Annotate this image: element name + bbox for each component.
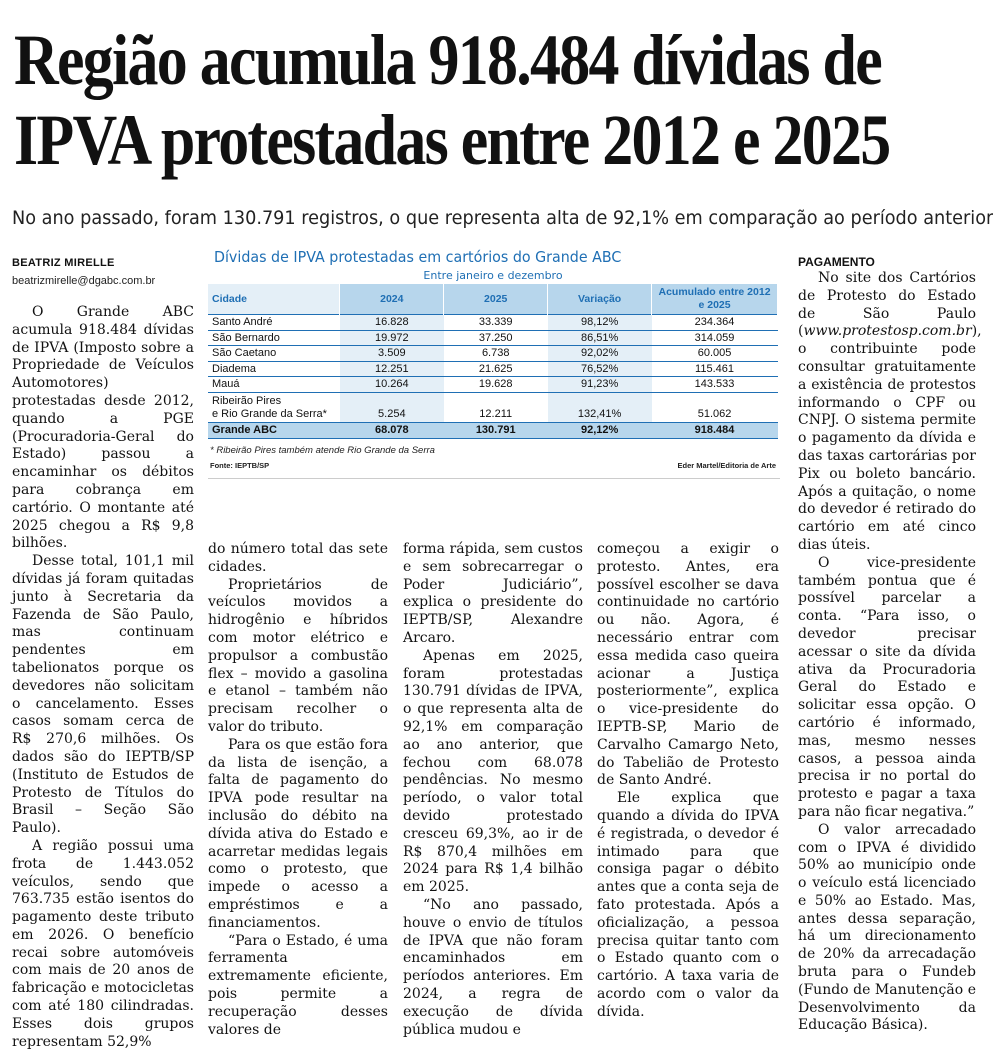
total-variation: 92,12% xyxy=(548,422,652,438)
paragraph-continued: começou a exigir o protesto. Antes, era possível escolher se dava continuidade no cartório ou não. Agora, é necessário entrar com essa medida caso queira acionar a Justiça posteriormente”, explica o vice-presidente do IEPTB-SP, Mario de Carvalho Camargo Neto, do Tabelião de Protesto de Santo André. xyxy=(597,541,779,789)
cell-city: São Caetano xyxy=(208,346,340,362)
ipva-table xyxy=(208,284,778,439)
cell-2024: 12.251 xyxy=(340,361,444,377)
cell-city-line-2: e Rio Grande da Serra* xyxy=(212,407,327,420)
ipva-table-box xyxy=(208,248,780,474)
paragraph-text: ), o contribuinte pode consultar gratuitamente a existência de protestos informando o CPF ou CNPJ. O sistema permite o pagamento da dívida e das taxas cartorárias por Pix ou boleto bancário. Após a quitação, o nome do devedor é retirado do cartório em até cinco dias úteis. xyxy=(798,323,982,553)
total-city: Grande ABC xyxy=(208,422,340,438)
header-accumulated: Acumulado entre 2012 e 2025 xyxy=(652,284,778,315)
table-row xyxy=(208,361,778,377)
cell-city-line-1: Ribeirão Pires xyxy=(212,394,282,407)
cell-accumulated: 234.364 xyxy=(652,315,778,331)
article-column-4 xyxy=(597,541,779,1022)
cell-variation: 98,12% xyxy=(548,315,652,331)
headline-line-1: Região acumula 918.484 dívidas de xyxy=(14,20,881,100)
cell-2024: 16.828 xyxy=(340,315,444,331)
cell-variation: 91,23% xyxy=(548,377,652,393)
article-column-3 xyxy=(403,541,583,1039)
cell-variation: 76,52% xyxy=(548,361,652,377)
paragraph: Ele explica que quando a dívida do IPVA é registrada, o devedor é intimado para que consiga pagar o débito antes que a conta seja de fato protestada. Após a oficialização, a pessoa precisa quitar tanto com o Estado quanto com o cartório. A taxa varia de acordo com o valor da dívida. xyxy=(597,790,779,1020)
paragraph: Proprietários de veículos movidos a hidrogênio e híbridos com motor elétrico e propulsor a combustão flex – movido a gasolina e etanol – também não precisam recolher o valor do tributo. xyxy=(208,576,388,735)
paragraph: Apenas em 2025, foram protestadas 130.791 dívidas de IPVA, o que representa alta de 92,1% em comparação ao ano anterior, que fechou com 68.078 pendências. No mesmo período, o valor total devido protestado cresceu 69,3%, ao ir de R$ 870,4 milhões em 2024 para R$ 1,4 bilhão em 2025. xyxy=(403,647,583,896)
table-subtitle: Entre janeiro e dezembro xyxy=(423,269,563,282)
cell-city: São Bernardo xyxy=(208,330,340,346)
table-row xyxy=(208,392,778,422)
subtitle: No ano passado, foram 130.791 registros, o que representa alta de 92,1% em comparação ao período anterior xyxy=(12,207,993,229)
table-row xyxy=(208,377,778,393)
paragraph xyxy=(798,270,982,555)
paragraph: “No ano passado, houve o envio de títulos de IPVA que não foram encaminhados em períodos anteriores. Em 2024, a regra de execução de dívida pública mudou e xyxy=(403,896,583,1038)
table-title: Dívidas de IPVA protestadas em cartórios do Grande ABC xyxy=(214,248,622,266)
section-heading-pagamento: PAGAMENTO xyxy=(798,255,875,269)
cell-accumulated: 115.461 xyxy=(652,361,778,377)
header-2025: 2025 xyxy=(444,284,548,315)
header-variation: Variação xyxy=(548,284,652,315)
paragraph: Para os que estão fora da lista de isenção, a falta de pagamento do IPVA pode resultar na inclusão do débito na dívida ativa do Estado e acarretar medidas legais como o protesto, que impede o acesso a empréstimos e a financiamentos. xyxy=(208,736,388,931)
table-row xyxy=(208,346,778,362)
cell-variation: 132,41% xyxy=(548,392,652,422)
cell-city xyxy=(208,392,340,422)
cell-2025: 19.628 xyxy=(444,377,548,393)
paragraph: Desse total, 101,1 mil dívidas já foram quitadas junto à Secretaria da Fazenda de São Paulo, mas continuam pendentes em tabelionatos porque os devedores não solicitam o cancelamento. Esses casos somam cerca de R$ 270,6 milhões. Os dados são do IEPTB/SP (Instituto de Estudos de Protesto de Títulos do Brasil – Seção São Paulo). xyxy=(12,553,194,837)
cell-accumulated: 60.005 xyxy=(652,346,778,362)
table-footnote: * Ribeirão Pires também atende Rio Grande da Serra xyxy=(210,445,435,456)
cell-2025: 33.339 xyxy=(444,315,548,331)
cell-2024: 5.254 xyxy=(340,392,444,422)
table-row xyxy=(208,330,778,346)
article-column-5 xyxy=(798,270,982,1035)
paragraph: “Para o Estado, é uma ferramenta extremamente eficiente, pois permite a recuperação desses valores de xyxy=(208,932,388,1038)
cell-2025: 37.250 xyxy=(444,330,548,346)
header-city: Cidade xyxy=(208,284,340,315)
paragraph: O valor arrecadado com o IPVA é dividido 50% ao município onde o veículo está licenciado e 50% ao Estado. Mas, antes dessa separação, há um direcionamento de 20% da arrecadação bruta para o Fundeb (Fundo de Manutenção e Desenvolvimento da Educação Básica). xyxy=(798,821,976,1034)
cell-2024: 19.972 xyxy=(340,330,444,346)
paragraph: A região possui uma frota de 1.443.052 veículos, sendo que 763.735 estão isentos do pagamento deste tributo em 2026. O benefício recai sobre automóveis com mais de 20 anos de fabricação e motocicletas com até 180 cilindradas. Esses dois grupos representam 52,9% xyxy=(12,837,194,1050)
table-divider xyxy=(208,478,780,479)
paragraph: O vice-presidente também pontua que é possível parcelar a conta. “Para isso, o devedor precisar acessar o site da dívida ativa da Procuradoria Geral do Estado e solicitar essa opção. O cartório é informado, mas, mesmo nesses casos, a pessoa ainda precisa ir no portal do protesto e pagar a taxa para não ficar negativa.” xyxy=(798,554,976,820)
total-accumulated: 918.484 xyxy=(652,422,778,438)
cell-accumulated: 51.062 xyxy=(652,392,778,422)
cell-2025: 6.738 xyxy=(444,346,548,362)
article-column-1 xyxy=(12,304,194,1051)
table-row xyxy=(208,315,778,331)
headline xyxy=(14,20,890,180)
total-2024: 68.078 xyxy=(340,422,444,438)
cell-city: Mauá xyxy=(208,377,340,393)
table-source: Fonte: IEPTB/SP xyxy=(210,461,270,470)
header-2024: 2024 xyxy=(340,284,444,315)
table-total-row xyxy=(208,422,778,438)
author-name: BEATRIZ MIRELLE xyxy=(12,257,115,269)
headline-line-2: IPVA protestadas entre 2012 e 2025 xyxy=(14,100,890,180)
cell-accumulated: 143.533 xyxy=(652,377,778,393)
protesto-site-link[interactable]: www.protestosp.com.br xyxy=(803,323,972,340)
cell-2025: 12.211 xyxy=(444,392,548,422)
total-2025: 130.791 xyxy=(444,422,548,438)
cell-2024: 10.264 xyxy=(340,377,444,393)
paragraph-continued: do número total das sete cidades. xyxy=(208,541,388,575)
cell-accumulated: 314.059 xyxy=(652,330,778,346)
table-header-row xyxy=(208,284,778,315)
article-column-2 xyxy=(208,541,388,1039)
author-email[interactable]: beatrizmirelle@dgabc.com.br xyxy=(12,275,156,287)
cell-2025: 21.625 xyxy=(444,361,548,377)
paragraph-continued: forma rápida, sem custos e sem sobrecarregar o Poder Judiciário”, explica o presidente do IEPTB/SP, Alexandre Arcaro. xyxy=(403,541,583,646)
cell-city: Santo André xyxy=(208,315,340,331)
cell-variation: 86,51% xyxy=(548,330,652,346)
cell-2024: 3.509 xyxy=(340,346,444,362)
cell-variation: 92,02% xyxy=(548,346,652,362)
paragraph-text: No site dos Cartórios de Protesto do Estado de São Paulo ( xyxy=(798,270,976,340)
cell-city: Diadema xyxy=(208,361,340,377)
table-credit: Eder Martel/Editoria de Arte xyxy=(677,461,776,470)
paragraph: O Grande ABC acumula 918.484 dívidas de IPVA (Imposto sobre a Propriedade de Veículos Automotores) protestadas desde 2012, quando a PGE (Procuradoria-Geral do Estado) passou a encaminhar os débitos para cobrança em cartório. O montante até 2025 chegou a R$ 9,8 bilhões. xyxy=(12,304,194,552)
